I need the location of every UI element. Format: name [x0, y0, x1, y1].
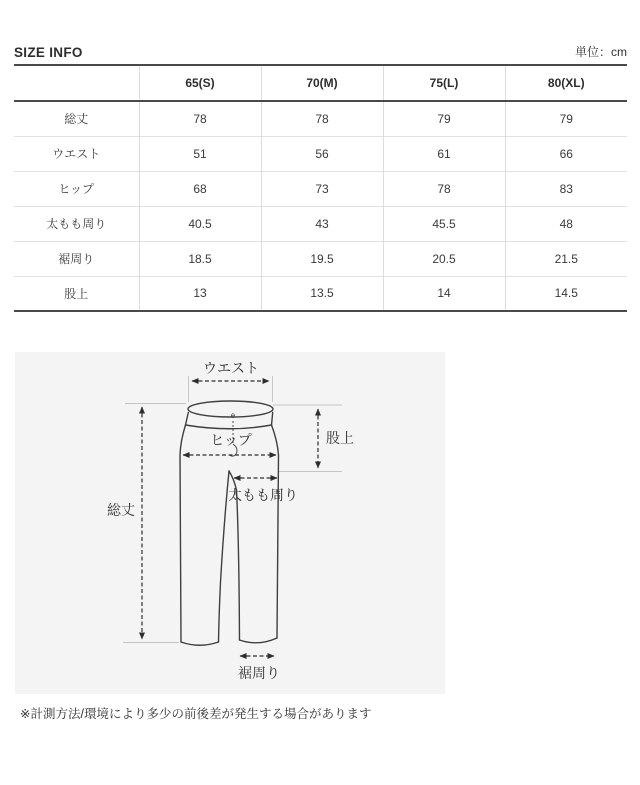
table-row-hip	[14, 171, 627, 206]
cell-value: 83	[505, 171, 627, 206]
cell-value: 79	[383, 101, 505, 136]
left-hem-curve	[181, 642, 219, 645]
left-outseam	[180, 425, 186, 642]
cell-value: 73	[261, 171, 383, 206]
waistband-right-edge	[272, 413, 273, 426]
cell-value: 68	[139, 171, 261, 206]
total-length-label: 総丈	[107, 502, 135, 518]
table-row-rise	[14, 276, 627, 311]
size-column-header-s: 65(S)	[139, 65, 261, 101]
rise-label: 股上	[326, 430, 354, 446]
waist-label: ウエスト	[203, 360, 259, 376]
drawstring-grommet: e	[230, 411, 236, 420]
table-row-hem	[14, 241, 627, 276]
right-outseam	[272, 425, 279, 638]
cell-value: 78	[261, 101, 383, 136]
cell-value: 43	[261, 206, 383, 241]
cell-value: 19.5	[261, 241, 383, 276]
cell-value: 13.5	[261, 276, 383, 311]
cell-value: 14.5	[505, 276, 627, 311]
cell-value: 56	[261, 136, 383, 171]
row-label: 裾周り	[58, 252, 95, 266]
cell-value: 78	[383, 171, 505, 206]
cell-value: 51	[139, 136, 261, 171]
cell-value: 20.5	[383, 241, 505, 276]
table-row-waist	[14, 136, 627, 171]
hem-label: 裾周り	[238, 665, 280, 681]
row-label: ウエスト	[52, 147, 101, 161]
cell-value: 21.5	[505, 241, 627, 276]
thigh-label: 太もも周り	[228, 487, 298, 503]
cell-value: 13	[139, 276, 261, 311]
pants-diagram-svg	[15, 352, 445, 694]
table-row-total-length	[14, 101, 627, 136]
size-table-header-row	[14, 65, 627, 101]
row-label: 太もも周り	[46, 217, 107, 231]
table-row-thigh	[14, 206, 627, 241]
size-table-corner-cell	[14, 65, 139, 101]
size-table	[14, 64, 627, 312]
waistband-left-edge	[186, 413, 189, 426]
size-column-header-l: 75(L)	[383, 65, 505, 101]
cell-value: 66	[505, 136, 627, 171]
cell-value: 40.5	[139, 206, 261, 241]
measurement-diagram	[15, 352, 445, 694]
measurement-disclaimer: ※計測方法/環境により多少の前後差が発生する場合があります	[20, 707, 372, 721]
measure-arrows	[142, 381, 318, 656]
header-row	[14, 43, 627, 60]
row-label: 股上	[64, 286, 89, 301]
cell-value: 45.5	[383, 206, 505, 241]
cell-value: 61	[383, 136, 505, 171]
right-hem-curve	[240, 638, 278, 643]
hip-label: ヒップ	[210, 432, 252, 448]
row-label: 総丈	[64, 112, 89, 127]
cell-value: 14	[383, 276, 505, 311]
page-title: SIZE INFO	[14, 45, 83, 60]
cell-value: 78	[139, 101, 261, 136]
unit-label: 単位：cm	[575, 45, 627, 59]
size-column-header-m: 70(M)	[261, 65, 383, 101]
cell-value: 48	[505, 206, 627, 241]
size-table-wrap	[14, 64, 627, 312]
row-label: ヒップ	[58, 182, 95, 196]
cell-value: 79	[505, 101, 627, 136]
cell-value: 18.5	[139, 241, 261, 276]
size-column-header-xl: 80(XL)	[505, 65, 627, 101]
waistband-bottom-seam	[186, 425, 272, 429]
